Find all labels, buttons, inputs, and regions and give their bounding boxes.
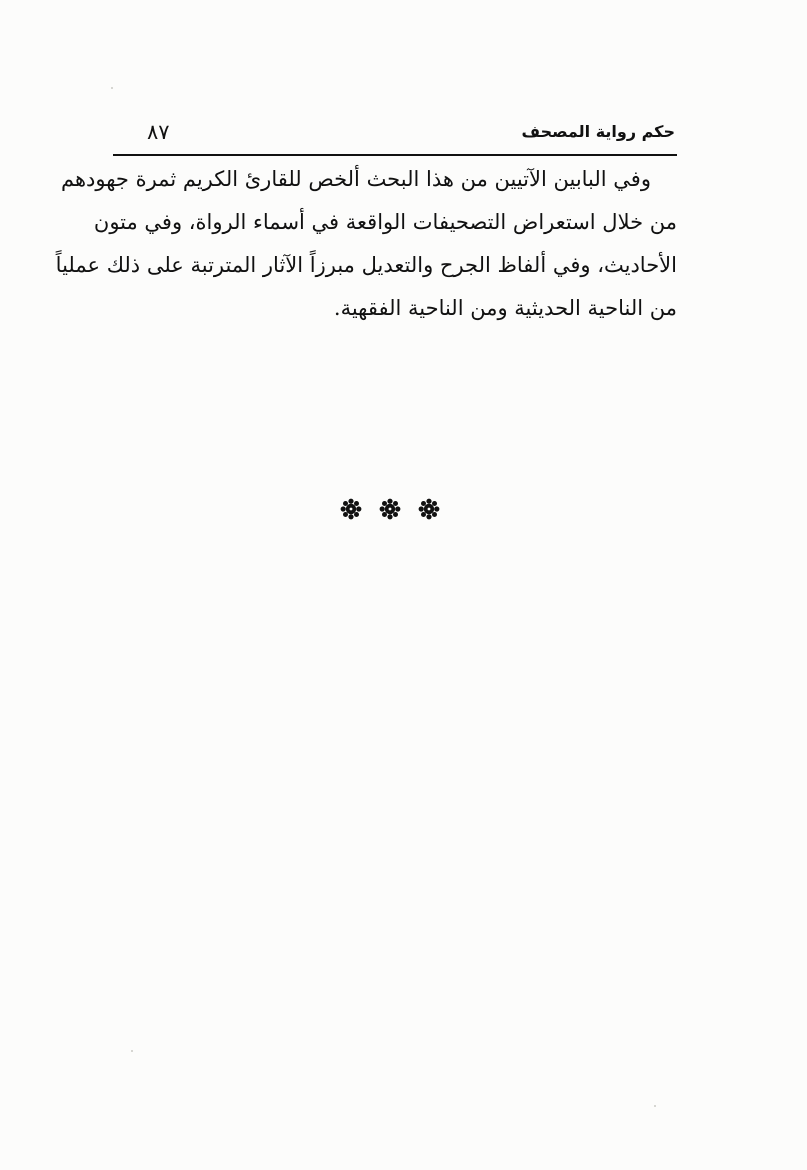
section-divider-ornaments [340, 495, 440, 523]
header-rule [113, 154, 677, 156]
flower-ornament-icon [340, 498, 362, 520]
body-line-1: وفي البابين الآتيين من هذا البحث ألخص للقارئ الكريم ثمرة جهودهم [61, 167, 651, 191]
body-line-3: الأحاديث، وفي ألفاظ الجرح والتعديل مبرزاً الآثار المترتبة على ذلك عملياً [55, 253, 677, 277]
body-paragraph [55, 158, 677, 330]
flower-ornament-icon [418, 498, 440, 520]
page-number: ٨٧ [147, 120, 170, 144]
running-title: حكم رواية المصحف [521, 122, 675, 141]
page-header [113, 118, 677, 154]
scan-speck [654, 1105, 656, 1107]
body-line-2: من خلال استعراض التصحيفات الواقعة في أسماء الرواة، وفي متون [93, 210, 677, 234]
body-line-4: من الناحية الحديثية ومن الناحية الفقهية. [333, 296, 677, 320]
flower-ornament-icon [379, 498, 401, 520]
scan-speck [111, 87, 113, 89]
scan-speck [131, 1050, 133, 1052]
